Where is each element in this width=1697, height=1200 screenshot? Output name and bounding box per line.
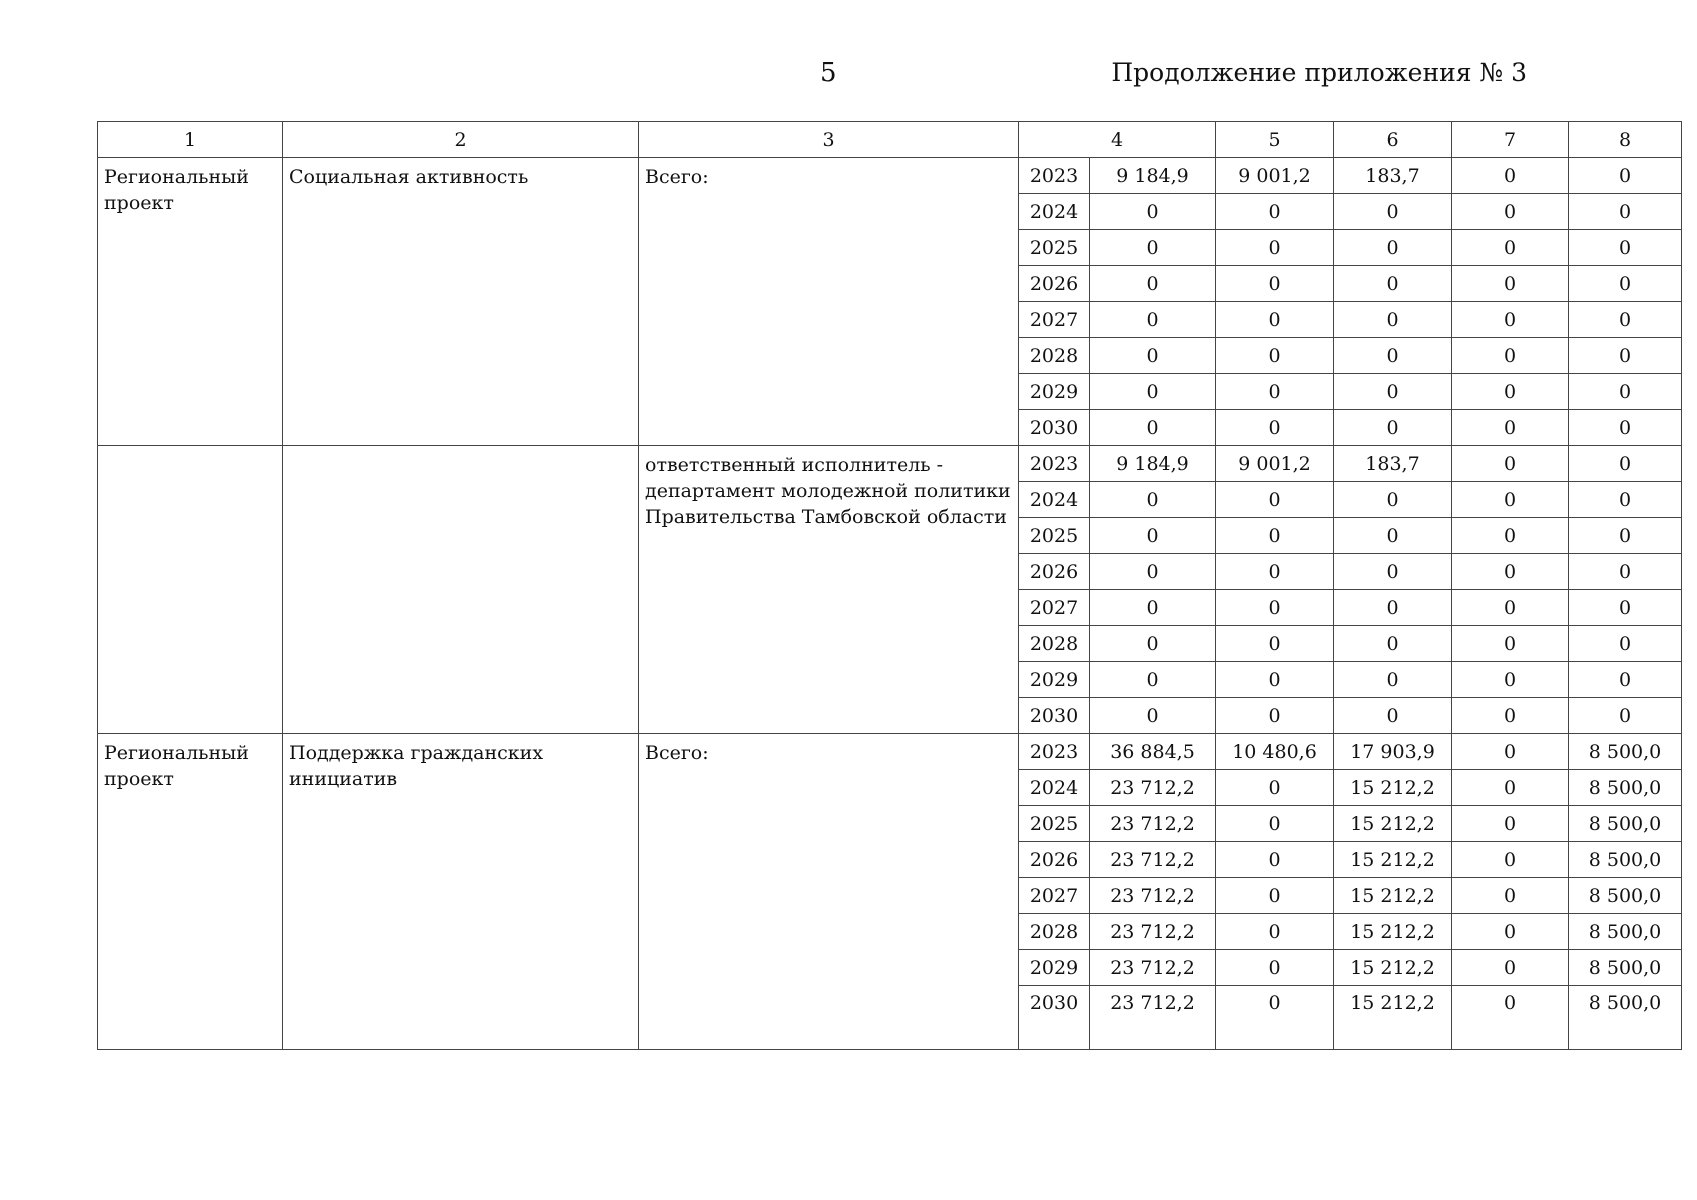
value-cell: 9 184,9 xyxy=(1090,446,1216,482)
column-header-4: 4 xyxy=(1019,122,1216,158)
value-cell: 0 xyxy=(1216,842,1334,878)
value-cell: 0 xyxy=(1216,230,1334,266)
project-type-cell: Региональный проект xyxy=(98,734,283,1050)
column-header-8: 8 xyxy=(1569,122,1682,158)
value-cell: 0 xyxy=(1452,770,1569,806)
value-cell: 0 xyxy=(1216,302,1334,338)
value-cell: 0 xyxy=(1452,374,1569,410)
column-header-3: 3 xyxy=(639,122,1019,158)
value-cell: 0 xyxy=(1090,482,1216,518)
value-cell: 0 xyxy=(1452,914,1569,950)
value-cell: 8 500,0 xyxy=(1569,734,1682,770)
year-cell: 2027 xyxy=(1019,590,1090,626)
funding-source-cell: Всего: xyxy=(639,158,1019,446)
value-cell: 0 xyxy=(1452,194,1569,230)
value-cell: 0 xyxy=(1090,230,1216,266)
value-cell: 0 xyxy=(1452,734,1569,770)
value-cell: 0 xyxy=(1090,590,1216,626)
value-cell: 23 712,2 xyxy=(1090,806,1216,842)
value-cell: 0 xyxy=(1334,230,1452,266)
value-cell: 8 500,0 xyxy=(1569,878,1682,914)
year-cell: 2029 xyxy=(1019,950,1090,986)
project-name-cell: Поддержка гражданских инициатив xyxy=(283,734,639,1050)
table-body xyxy=(98,158,1682,1050)
value-cell: 15 212,2 xyxy=(1334,842,1452,878)
value-cell: 0 xyxy=(1452,950,1569,986)
year-cell: 2028 xyxy=(1019,914,1090,950)
value-cell: 0 xyxy=(1569,554,1682,590)
project-type-cell xyxy=(98,446,283,734)
value-cell: 0 xyxy=(1216,662,1334,698)
year-cell: 2023 xyxy=(1019,158,1090,194)
value-cell: 0 xyxy=(1334,698,1452,734)
year-cell: 2026 xyxy=(1019,554,1090,590)
value-cell: 0 xyxy=(1452,446,1569,482)
value-cell: 0 xyxy=(1216,194,1334,230)
year-cell: 2029 xyxy=(1019,374,1090,410)
value-cell: 15 212,2 xyxy=(1334,986,1452,1050)
value-cell: 15 212,2 xyxy=(1334,806,1452,842)
value-cell: 0 xyxy=(1569,266,1682,302)
value-cell: 8 500,0 xyxy=(1569,806,1682,842)
value-cell: 0 xyxy=(1090,662,1216,698)
value-cell: 0 xyxy=(1090,518,1216,554)
value-cell: 0 xyxy=(1216,770,1334,806)
year-cell: 2030 xyxy=(1019,698,1090,734)
year-cell: 2028 xyxy=(1019,338,1090,374)
column-header-1: 1 xyxy=(98,122,283,158)
value-cell: 0 xyxy=(1216,950,1334,986)
value-cell: 0 xyxy=(1216,590,1334,626)
year-cell: 2026 xyxy=(1019,842,1090,878)
table-row xyxy=(98,158,1682,194)
appendix-continuation-label: Продолжение приложения № 3 xyxy=(1111,58,1527,87)
value-cell: 0 xyxy=(1090,698,1216,734)
value-cell: 0 xyxy=(1216,698,1334,734)
value-cell: 0 xyxy=(1334,482,1452,518)
value-cell: 10 480,6 xyxy=(1216,734,1334,770)
year-cell: 2030 xyxy=(1019,410,1090,446)
value-cell: 0 xyxy=(1216,554,1334,590)
value-cell: 0 xyxy=(1452,590,1569,626)
value-cell: 0 xyxy=(1090,626,1216,662)
value-cell: 0 xyxy=(1216,806,1334,842)
value-cell: 0 xyxy=(1569,338,1682,374)
funding-source-cell: ответственный исполнитель - департамент молодежной политики Правительства Тамбовской области xyxy=(639,446,1019,734)
value-cell: 183,7 xyxy=(1334,446,1452,482)
value-cell: 8 500,0 xyxy=(1569,950,1682,986)
value-cell: 0 xyxy=(1569,194,1682,230)
value-cell: 0 xyxy=(1452,554,1569,590)
value-cell: 0 xyxy=(1090,410,1216,446)
value-cell: 0 xyxy=(1334,194,1452,230)
value-cell: 0 xyxy=(1452,230,1569,266)
value-cell: 0 xyxy=(1569,374,1682,410)
value-cell: 0 xyxy=(1216,338,1334,374)
value-cell: 0 xyxy=(1569,158,1682,194)
year-cell: 2024 xyxy=(1019,482,1090,518)
year-cell: 2025 xyxy=(1019,806,1090,842)
value-cell: 0 xyxy=(1334,590,1452,626)
value-cell: 0 xyxy=(1216,626,1334,662)
value-cell: 0 xyxy=(1452,302,1569,338)
value-cell: 15 212,2 xyxy=(1334,770,1452,806)
value-cell: 0 xyxy=(1452,518,1569,554)
value-cell: 0 xyxy=(1090,374,1216,410)
value-cell: 0 xyxy=(1452,482,1569,518)
value-cell: 23 712,2 xyxy=(1090,986,1216,1050)
value-cell: 0 xyxy=(1569,518,1682,554)
value-cell: 0 xyxy=(1452,266,1569,302)
value-cell: 36 884,5 xyxy=(1090,734,1216,770)
column-header-2: 2 xyxy=(283,122,639,158)
value-cell: 0 xyxy=(1569,626,1682,662)
value-cell: 0 xyxy=(1334,554,1452,590)
value-cell: 0 xyxy=(1334,302,1452,338)
value-cell: 8 500,0 xyxy=(1569,770,1682,806)
value-cell: 0 xyxy=(1569,590,1682,626)
value-cell: 15 212,2 xyxy=(1334,878,1452,914)
year-cell: 2028 xyxy=(1019,626,1090,662)
value-cell: 0 xyxy=(1452,410,1569,446)
value-cell: 0 xyxy=(1216,482,1334,518)
value-cell: 17 903,9 xyxy=(1334,734,1452,770)
year-cell: 2027 xyxy=(1019,302,1090,338)
value-cell: 0 xyxy=(1334,266,1452,302)
budget-table xyxy=(97,121,1682,1050)
value-cell: 0 xyxy=(1090,266,1216,302)
year-cell: 2030 xyxy=(1019,986,1090,1050)
column-header-7: 7 xyxy=(1452,122,1569,158)
value-cell: 183,7 xyxy=(1334,158,1452,194)
year-cell: 2024 xyxy=(1019,194,1090,230)
value-cell: 9 001,2 xyxy=(1216,446,1334,482)
table-row xyxy=(98,734,1682,770)
value-cell: 8 500,0 xyxy=(1569,986,1682,1050)
year-cell: 2026 xyxy=(1019,266,1090,302)
column-header-5: 5 xyxy=(1216,122,1334,158)
year-cell: 2029 xyxy=(1019,662,1090,698)
value-cell: 0 xyxy=(1216,518,1334,554)
value-cell: 0 xyxy=(1569,410,1682,446)
value-cell: 0 xyxy=(1334,518,1452,554)
value-cell: 0 xyxy=(1569,446,1682,482)
column-header-6: 6 xyxy=(1334,122,1452,158)
value-cell: 0 xyxy=(1216,878,1334,914)
value-cell: 8 500,0 xyxy=(1569,914,1682,950)
value-cell: 23 712,2 xyxy=(1090,914,1216,950)
value-cell: 0 xyxy=(1452,986,1569,1050)
funding-source-cell: Всего: xyxy=(639,734,1019,1050)
value-cell: 9 001,2 xyxy=(1216,158,1334,194)
value-cell: 0 xyxy=(1569,698,1682,734)
value-cell: 0 xyxy=(1452,626,1569,662)
value-cell: 0 xyxy=(1216,374,1334,410)
value-cell: 15 212,2 xyxy=(1334,950,1452,986)
project-type-cell: Региональный проект xyxy=(98,158,283,446)
value-cell: 0 xyxy=(1452,842,1569,878)
value-cell: 0 xyxy=(1216,410,1334,446)
value-cell: 0 xyxy=(1334,410,1452,446)
value-cell: 0 xyxy=(1452,698,1569,734)
value-cell: 0 xyxy=(1452,662,1569,698)
value-cell: 0 xyxy=(1334,338,1452,374)
table-row xyxy=(98,446,1682,482)
project-name-cell: Социальная активность xyxy=(283,158,639,446)
value-cell: 9 184,9 xyxy=(1090,158,1216,194)
value-cell: 0 xyxy=(1452,806,1569,842)
value-cell: 23 712,2 xyxy=(1090,950,1216,986)
column-number-row xyxy=(98,122,1682,158)
value-cell: 0 xyxy=(1216,266,1334,302)
value-cell: 23 712,2 xyxy=(1090,878,1216,914)
value-cell: 0 xyxy=(1334,626,1452,662)
value-cell: 0 xyxy=(1569,302,1682,338)
project-name-cell xyxy=(283,446,639,734)
page-number: 5 xyxy=(820,58,837,88)
year-cell: 2023 xyxy=(1019,446,1090,482)
value-cell: 0 xyxy=(1090,194,1216,230)
value-cell: 0 xyxy=(1334,374,1452,410)
year-cell: 2024 xyxy=(1019,770,1090,806)
value-cell: 0 xyxy=(1090,338,1216,374)
year-cell: 2025 xyxy=(1019,518,1090,554)
value-cell: 0 xyxy=(1452,338,1569,374)
value-cell: 0 xyxy=(1334,662,1452,698)
value-cell: 0 xyxy=(1569,662,1682,698)
year-cell: 2027 xyxy=(1019,878,1090,914)
value-cell: 15 212,2 xyxy=(1334,914,1452,950)
value-cell: 0 xyxy=(1569,482,1682,518)
value-cell: 0 xyxy=(1452,878,1569,914)
value-cell: 8 500,0 xyxy=(1569,842,1682,878)
value-cell: 23 712,2 xyxy=(1090,842,1216,878)
value-cell: 0 xyxy=(1216,914,1334,950)
year-cell: 2025 xyxy=(1019,230,1090,266)
value-cell: 0 xyxy=(1090,554,1216,590)
value-cell: 0 xyxy=(1216,986,1334,1050)
year-cell: 2023 xyxy=(1019,734,1090,770)
value-cell: 0 xyxy=(1569,230,1682,266)
value-cell: 23 712,2 xyxy=(1090,770,1216,806)
value-cell: 0 xyxy=(1090,302,1216,338)
value-cell: 0 xyxy=(1452,158,1569,194)
